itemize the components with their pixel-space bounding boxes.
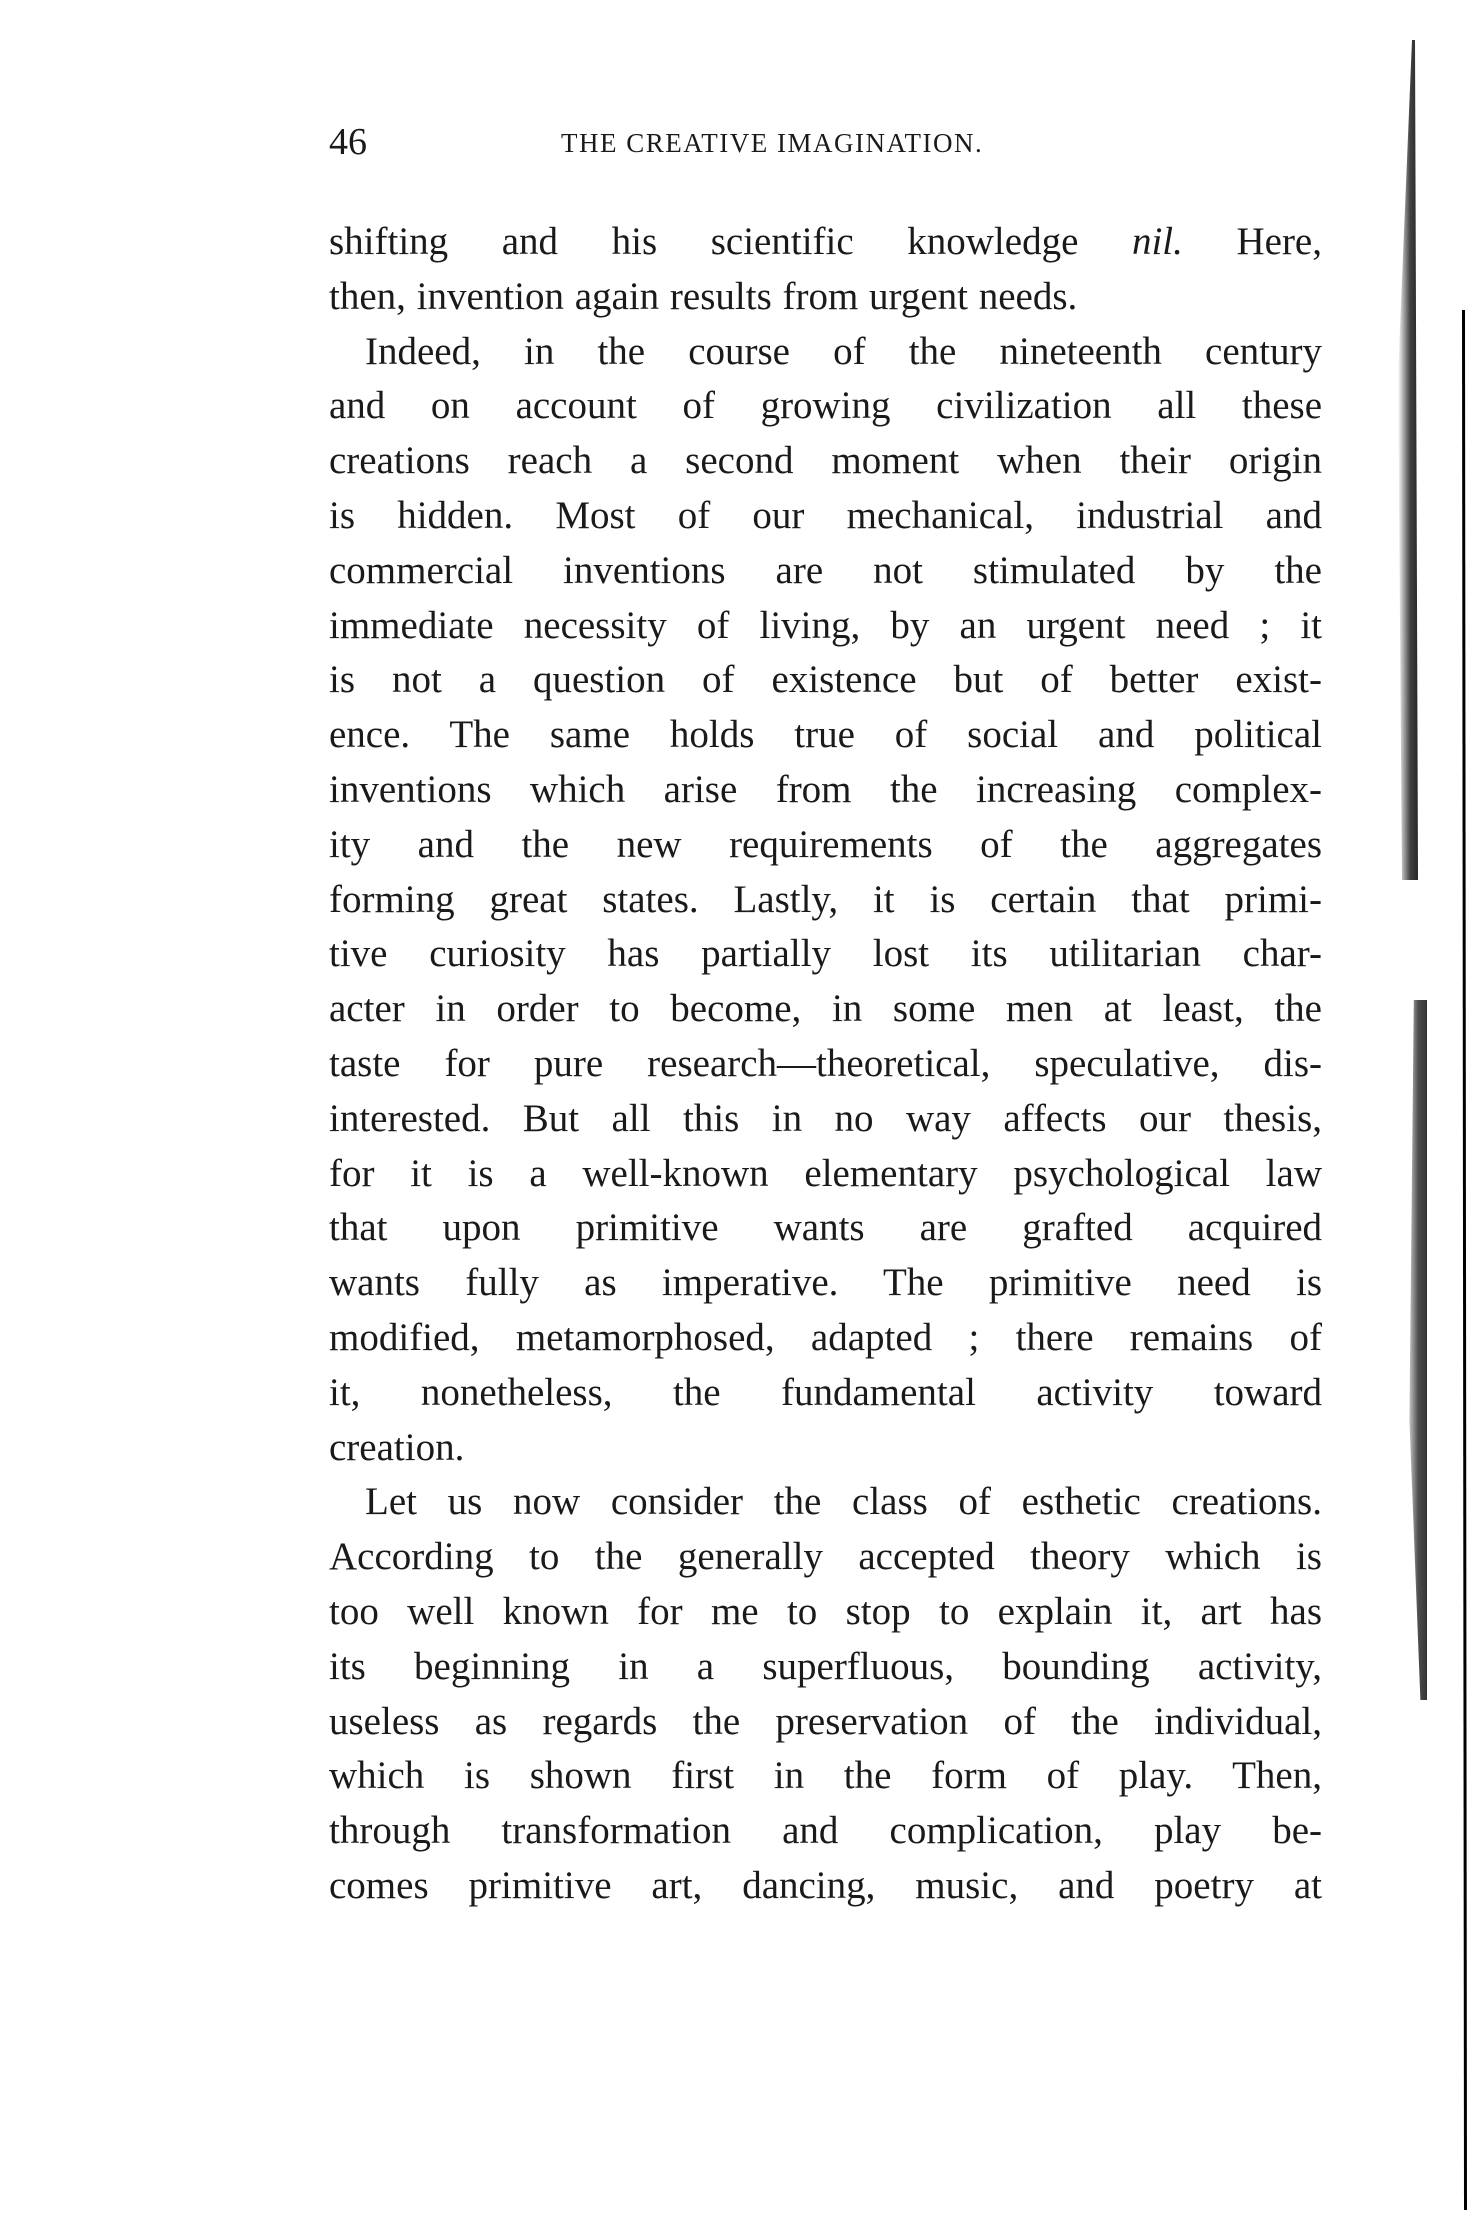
text-line: commercial inventions are not stimulated by the [329, 548, 1322, 592]
text-line: modified, metamorphosed, adapted ; there remains of [329, 1315, 1322, 1359]
text-line: Indeed, in the course of the nineteenth century [365, 329, 1322, 373]
text-line: forming great states. Lastly, it is certain that primi- [329, 877, 1322, 921]
text-line: is hidden. Most of our mechanical, industrial and [329, 493, 1322, 537]
text-line: too well known for me to stop to explain it, art has [329, 1589, 1322, 1633]
running-head [329, 120, 1322, 170]
text-line: interested. But all this in no way affects our thesis, [329, 1096, 1322, 1140]
text-line: ence. The same holds true of social and political [329, 713, 1322, 757]
text-line: According to the generally accepted theory which is [329, 1535, 1322, 1579]
body-text [329, 215, 1322, 1914]
text-line: tive curiosity has partially lost its utilitarian char- [329, 932, 1322, 976]
text-line: acter in order to become, in some men at least, the [329, 987, 1322, 1031]
scan-edge-line [1462, 310, 1467, 2210]
text-line: comes primitive art, dancing, music, and poetry at [329, 1863, 1322, 1907]
text-line: taste for pure research—theoretical, speculative, dis- [329, 1041, 1322, 1085]
text-line: it, nonetheless, the fundamental activity toward [329, 1370, 1322, 1414]
text-line: inventions which arise from the increasing complex- [329, 767, 1322, 811]
text-line [329, 215, 1322, 270]
text-line: creations reach a second moment when their origin [329, 439, 1322, 483]
text-line: wants fully as imperative. The primitive need is [329, 1261, 1322, 1305]
text-line: ity and the new requirements of the aggregates [329, 822, 1322, 866]
text-line: for it is a well-known elementary psychological law [329, 1151, 1322, 1195]
text-segment: shifting and his scientific knowledge [329, 220, 1132, 263]
text-segment: Here, [1182, 220, 1322, 263]
running-title: THE CREATIVE IMAGINATION. [561, 128, 984, 158]
text-line: Let us now consider the class of esthetic creations. [365, 1480, 1322, 1524]
text-line: immediate necessity of living, by an urgent need ; it [329, 603, 1322, 647]
text-line: its beginning in a superfluous, bounding activity, [329, 1644, 1322, 1688]
text-line: through transformation and complication, play be- [329, 1809, 1322, 1853]
text-line: creation. [329, 1425, 465, 1469]
page-number: 46 [329, 121, 367, 163]
scan-edge-shadow [1398, 40, 1418, 880]
italic-word: nil. [1131, 220, 1183, 263]
scan-edge-shadow [1405, 1000, 1427, 1700]
text-line: useless as regards the preservation of the individual, [329, 1699, 1322, 1743]
text-line: then, invention again results from urgent needs. [329, 274, 1078, 318]
text-line: that upon primitive wants are grafted acquired [329, 1206, 1322, 1250]
text-line: and on account of growing civilization all these [329, 384, 1322, 428]
text-line: which is shown first in the form of play. Then, [329, 1754, 1322, 1798]
text-line: is not a question of existence but of better exist- [329, 658, 1322, 702]
